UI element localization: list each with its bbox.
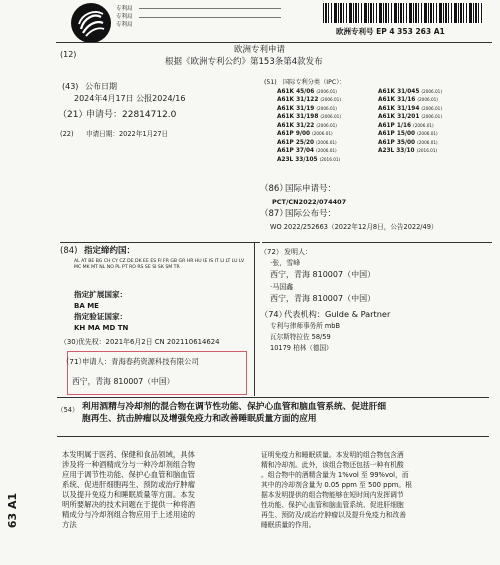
ipc-entry — [277, 156, 368, 164]
ipc-code: A61K 31/194 — [378, 105, 420, 112]
ipc-year: (2006.01) — [421, 114, 442, 120]
abstract-rule — [57, 436, 489, 437]
ipc-code: A61K 31/19 — [277, 105, 315, 112]
field-21-label: （21） — [58, 110, 88, 120]
ipc-code: A61K 31/201 — [378, 114, 420, 121]
abstract-line: 睡眠质量的作用。 — [261, 521, 316, 529]
top-divider — [56, 42, 492, 43]
ipc-code: A61P 15/00 — [378, 131, 416, 138]
agent-line-4: 10179 柏林（德国） — [270, 344, 333, 352]
ipc-code: A23L 33/10 — [378, 148, 415, 155]
field-30-label: （30） — [60, 338, 83, 346]
ipc-entry — [378, 113, 469, 121]
field-86-title: 国际申请号： — [285, 184, 337, 194]
field-87-title: 国际公布号： — [285, 209, 337, 219]
extension-states-title: 指定扩展国家： — [74, 290, 128, 299]
ipc-code: A23L 33/105 — [277, 156, 318, 163]
field-87-label: （87） — [260, 209, 288, 219]
inventor-1-address: 西宁，青海 810007（中国） — [270, 270, 376, 279]
ipc-year: (2006.01) — [421, 105, 442, 111]
field-86-value: PCT/CN2022/074407 — [272, 198, 347, 206]
ipc-entry — [378, 147, 469, 155]
field-43-value: 2024年4月17日 公报2024/16 — [74, 94, 186, 103]
field-74-label: （74） — [260, 309, 287, 319]
field-22-label: (22) — [60, 130, 74, 138]
ipc-year: (2006.01) — [417, 139, 438, 145]
ipc-year: (2006.01) — [316, 139, 337, 145]
ipc-year: (2006.01) — [312, 131, 333, 137]
ipc-code: A61P 37/04 — [277, 148, 315, 155]
field-21-value: 申请号：22814712.0 — [86, 110, 177, 120]
ipc-entry — [277, 147, 368, 155]
inventor-2-name: ·马国鑫 — [270, 283, 294, 291]
abstract-line: 性功能、保护心血管和脑血管系统、促进肝细胞 — [261, 501, 404, 509]
abstract-line: 涉及将一种酒精成分与一种冷却剂组合物 — [62, 460, 196, 469]
ipc-entry — [277, 122, 368, 130]
ipc-entry — [378, 122, 469, 130]
right-section-rule — [262, 242, 492, 243]
designated-countries: AL AT BE BG CH CY CZ DE DK EE ES FI FR GB GR HR HU IE IS IT LI LT LU LV MC MK MT NL NO PL PT RO RS SE SI SK SM TR — [74, 259, 245, 270]
title-section-rule — [57, 397, 489, 398]
ipc-year: (2006.01) — [320, 97, 341, 103]
ipc-year: (2016.01) — [319, 156, 341, 162]
logo-line-3: 专利局 — [116, 22, 133, 28]
ipc-entry — [277, 96, 368, 104]
ipc-year: (2006.01) — [417, 131, 438, 137]
logo-caption — [116, 5, 133, 29]
abstract-line: 以及提升免疫力和睡眠质量等方面。本发 — [62, 490, 196, 499]
abstract-line: 精和冷却剂。此外，该组合物还包括一种有机酸 — [261, 461, 404, 469]
applicant-address: 西宁，青海 810007（中国） — [72, 377, 175, 386]
field-87-value: WO 2022/252663（2022年12月8日，公告2022/49） — [270, 223, 438, 231]
abstract-line: 本发明属于医药、保健和食品领域，具体 — [62, 450, 196, 459]
ipc-year: (2006.01) — [316, 89, 337, 94]
ipc-entry — [378, 96, 469, 104]
applicant-name: 申请人：青海春药资源科技有限公司 — [82, 357, 199, 366]
ipc-title: 国际专利分类（IPC）： — [283, 79, 346, 86]
ipc-entry — [277, 105, 368, 113]
ipc-code: A61K 31/198 — [277, 114, 319, 121]
field-43-label: (43) — [62, 82, 79, 91]
ipc-code: A61P 9/00 — [277, 131, 311, 138]
side-publication-code: 63 A1 — [6, 492, 20, 529]
barcode — [323, 3, 483, 23]
ipc-code: A61K 31/22 — [277, 122, 315, 129]
ipc-year: (2006.01) — [417, 97, 438, 103]
ipc-entry — [378, 130, 469, 138]
validation-states-title: 指定验证国家： — [74, 312, 128, 321]
inventor-1-name: ·张，雪峰 — [270, 259, 301, 267]
ipc-entry — [277, 113, 368, 121]
extension-states-value: BA ME — [74, 302, 99, 310]
ipc-year: (2006.01) — [316, 105, 337, 111]
priority-value: 优先权：2021年6月2日 CN 202110614624 — [78, 338, 220, 346]
abstract-line: 系统、促进肝细胞再生、预防或治疗肿瘤 — [62, 480, 196, 489]
left-section-rule — [60, 242, 260, 243]
invention-title-line-1: 利用酒精与冷却剂的混合物在调节性功能、保护心血管和脑血管系统、促进肝细 — [82, 402, 387, 412]
field-86-label: （86） — [260, 184, 288, 194]
ipc-entry — [378, 105, 469, 113]
ipc-entry — [277, 88, 368, 96]
column-divider — [254, 242, 255, 396]
ipc-code: A61P 25/20 — [277, 139, 315, 146]
abstract-line: 再生、预防及/或治疗肿瘤以及提升免疫力和改善 — [261, 511, 407, 519]
ipc-year: (2006.01) — [413, 122, 434, 128]
abstract-line: 据本发明提供的组合物能够在短时间内发挥调节 — [261, 491, 404, 499]
field-72-label: （72） — [260, 248, 283, 256]
ipc-entry — [378, 88, 469, 96]
code-12: (12) — [60, 50, 77, 59]
validation-states-value: KH MA MD TN — [74, 324, 129, 332]
patent-number: 欧洲专利号 EP 4 353 263 A1 — [336, 27, 445, 36]
abstract-line: 方法 — [62, 520, 77, 529]
abstract-line: 其中的冷却剂含量为 0.05 ppm 至 500 ppm。根 — [261, 481, 412, 489]
field-22-value: 申请日期：2022年1月27日 — [86, 130, 169, 138]
ipc-entry — [378, 139, 469, 147]
ipc-year: (2006.01) — [316, 122, 337, 128]
ipc-entry — [277, 130, 368, 138]
doc-title-line-2: 根据《欧洲专利公约》第153条第4款发布 — [165, 57, 323, 67]
logo-line-1: 专利局 — [116, 6, 133, 12]
ipc-code: A61K 31/16 — [378, 97, 416, 104]
ipc-code: A61K 31/122 — [277, 97, 319, 104]
ipc-year: (2016.01) — [416, 148, 438, 154]
abstract-line: 证明免疫力和睡眠质量。本发明的组合物包含酒 — [261, 451, 404, 459]
field-84-title: 指定缔约国： — [84, 246, 136, 256]
ipc-year: (2006.01) — [316, 148, 337, 154]
abstract-right-column — [261, 450, 489, 530]
abstract-line: 应用于调节性功能、保护心血管和脑血管 — [62, 470, 196, 479]
field-71-label: （71） — [62, 357, 86, 366]
abstract-line: 。组合物中的酒精含量为 1%vol 至 99%vol，而 — [261, 471, 409, 479]
field-43-title: 公布日期 — [85, 82, 117, 91]
ipc-classification-list — [277, 88, 469, 164]
agent-line-3: 瓦尔斯特拉佐 58/59 — [270, 333, 331, 341]
abstract-line: 明所要解决的技术问题在于提供一种将酒 — [62, 500, 196, 509]
abstract-line: 精成分与冷却剂组合物应用于上述用途的 — [62, 510, 196, 519]
ipc-code: A61P 1/16 — [378, 122, 412, 129]
inventors-title: 发明人： — [284, 248, 312, 256]
ipc-entry — [277, 139, 368, 147]
doc-title-line-1: 欧洲专利申请 — [234, 45, 286, 55]
ipc-code: A61K 45/06 — [277, 89, 315, 95]
agent-line-2: 专利与律师事务所 mbB — [270, 322, 340, 330]
logo-rule — [139, 8, 281, 18]
ipc-code: A61P 35/00 — [378, 139, 416, 146]
invention-title-line-2: 胞再生、抗击肿瘤以及增强免疫力和改善睡眠质量方面的应用 — [82, 414, 317, 424]
logo-line-2: 专利局 — [116, 14, 133, 20]
agent-title: 代表机构：Gulde & Partner — [284, 309, 391, 319]
field-84-label: (84) — [60, 246, 78, 256]
ipc-year: (2006.01) — [421, 89, 442, 94]
epo-logo — [70, 2, 112, 44]
ipc-year: (2006.01) — [320, 114, 341, 120]
abstract-left-column — [62, 450, 252, 530]
field-54-label: （54） — [57, 406, 79, 414]
ipc-label: (51) — [264, 79, 277, 86]
ipc-code: A61K 31/045 — [378, 89, 420, 95]
inventor-2-address: 西宁，青海 810007（中国） — [270, 294, 376, 303]
